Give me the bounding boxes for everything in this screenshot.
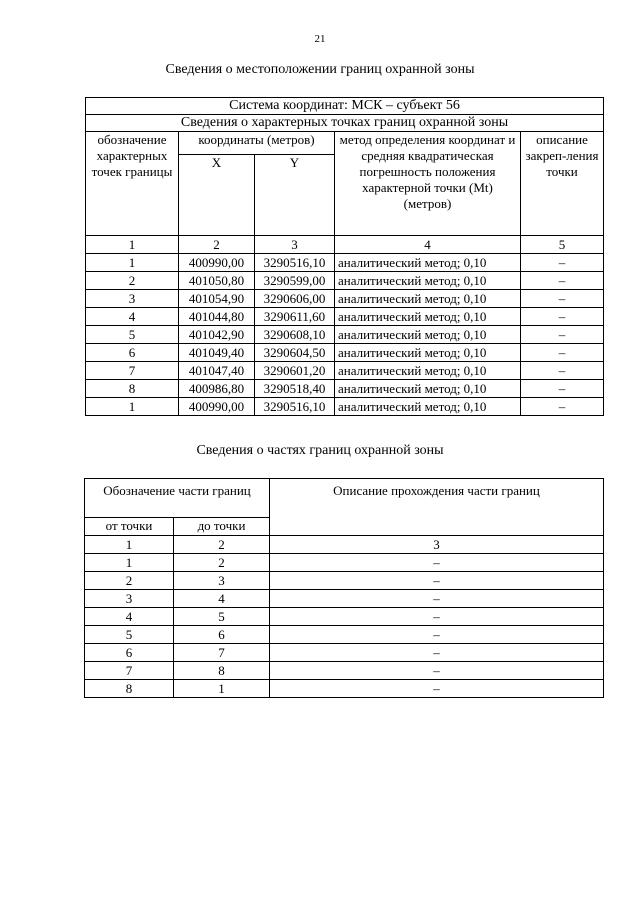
page-number: 21 [314,33,326,45]
header-part-designation: Обозначение части границ [85,479,270,518]
section1-title: Сведения о местоположении границ охранной зоны [165,62,475,77]
column-number: 1 [85,536,174,554]
column-number: 3 [255,236,335,254]
method-cell: аналитический метод; 0,10 [335,362,521,380]
section2-title: Сведения о частях границ охранной зоны [196,443,444,458]
part-description-cell: – [270,626,604,644]
method-cell: аналитический метод; 0,10 [335,272,521,290]
description-cell: – [521,362,604,380]
y-coordinate-cell: 3290611,60 [255,308,335,326]
column-number: 3 [270,536,604,554]
method-cell: аналитический метод; 0,10 [335,290,521,308]
table-row [86,398,604,416]
header-x: X [179,155,255,236]
method-cell: аналитический метод; 0,10 [335,326,521,344]
part-description-cell: – [270,590,604,608]
to-point-cell: 3 [174,572,270,590]
header-from-point: от точки [85,518,174,536]
header-to-point: до точки [174,518,270,536]
to-point-cell: 4 [174,590,270,608]
to-point-cell: 7 [174,644,270,662]
table-row [86,326,604,344]
description-cell: – [521,344,604,362]
method-cell: аналитический метод; 0,10 [335,254,521,272]
from-point-cell: 1 [85,554,174,572]
table-row [85,554,604,572]
y-coordinate-cell: 3290601,20 [255,362,335,380]
table-row [86,272,604,290]
from-point-cell: 2 [85,572,174,590]
boundary-points-table [85,97,604,416]
header-description: описание закреп-ления точки [521,132,604,236]
description-cell: – [521,380,604,398]
from-point-cell: 6 [85,644,174,662]
description-cell: – [521,254,604,272]
y-coordinate-cell: 3290608,10 [255,326,335,344]
x-coordinate-cell: 400990,00 [179,254,255,272]
x-coordinate-cell: 401054,90 [179,290,255,308]
point-number-cell: 1 [86,398,179,416]
from-point-cell: 4 [85,608,174,626]
description-cell: – [521,398,604,416]
table-row [85,680,604,698]
header-designation: обозначение характерных точек границы [86,132,179,236]
column-number: 5 [521,236,604,254]
column-number: 4 [335,236,521,254]
table-row [86,308,604,326]
y-coordinate-cell: 3290516,10 [255,254,335,272]
point-number-cell: 3 [86,290,179,308]
from-point-cell: 8 [85,680,174,698]
header-part-description: Описание прохождения части границ [270,479,604,536]
table-row [86,254,604,272]
point-number-cell: 6 [86,344,179,362]
part-description-cell: – [270,608,604,626]
method-cell: аналитический метод; 0,10 [335,398,521,416]
table-row [86,290,604,308]
part-description-cell: – [270,554,604,572]
point-number-cell: 7 [86,362,179,380]
column-number: 2 [179,236,255,254]
y-coordinate-cell: 3290606,00 [255,290,335,308]
part-description-cell: – [270,572,604,590]
x-coordinate-cell: 401044,80 [179,308,255,326]
method-cell: аналитический метод; 0,10 [335,380,521,398]
point-number-cell: 4 [86,308,179,326]
table-row [86,362,604,380]
description-cell: – [521,272,604,290]
header-coordinates: координаты (метров) [179,132,335,155]
table-row [85,608,604,626]
column-number: 2 [174,536,270,554]
x-coordinate-cell: 401050,80 [179,272,255,290]
from-point-cell: 7 [85,662,174,680]
table-row [85,626,604,644]
method-cell: аналитический метод; 0,10 [335,344,521,362]
column-number: 1 [86,236,179,254]
description-cell: – [521,326,604,344]
header-y: Y [255,155,335,236]
header-method: метод определения координат и средняя квадратическая погрешность положения характерной точки (Mt) (метров) [335,132,521,236]
part-description-cell: – [270,662,604,680]
to-point-cell: 5 [174,608,270,626]
to-point-cell: 6 [174,626,270,644]
coordinate-system-row: Система координат: МСК – субъект 56 [86,98,604,115]
x-coordinate-cell: 400990,00 [179,398,255,416]
from-point-cell: 3 [85,590,174,608]
from-point-cell: 5 [85,626,174,644]
point-number-cell: 2 [86,272,179,290]
table-row [85,572,604,590]
x-coordinate-cell: 401042,90 [179,326,255,344]
to-point-cell: 2 [174,554,270,572]
part-description-cell: – [270,644,604,662]
points-info-row: Сведения о характерных точках границ охранной зоны [86,115,604,132]
y-coordinate-cell: 3290599,00 [255,272,335,290]
table-row [86,344,604,362]
part-description-cell: – [270,680,604,698]
description-cell: – [521,308,604,326]
to-point-cell: 8 [174,662,270,680]
table-row [86,380,604,398]
boundary-parts-table [84,478,604,698]
point-number-cell: 1 [86,254,179,272]
description-cell: – [521,290,604,308]
table-row [85,662,604,680]
y-coordinate-cell: 3290516,10 [255,398,335,416]
y-coordinate-cell: 3290604,50 [255,344,335,362]
point-number-cell: 5 [86,326,179,344]
y-coordinate-cell: 3290518,40 [255,380,335,398]
to-point-cell: 1 [174,680,270,698]
x-coordinate-cell: 400986,80 [179,380,255,398]
table-row [85,644,604,662]
x-coordinate-cell: 401049,40 [179,344,255,362]
method-cell: аналитический метод; 0,10 [335,308,521,326]
table-row [85,590,604,608]
point-number-cell: 8 [86,380,179,398]
x-coordinate-cell: 401047,40 [179,362,255,380]
